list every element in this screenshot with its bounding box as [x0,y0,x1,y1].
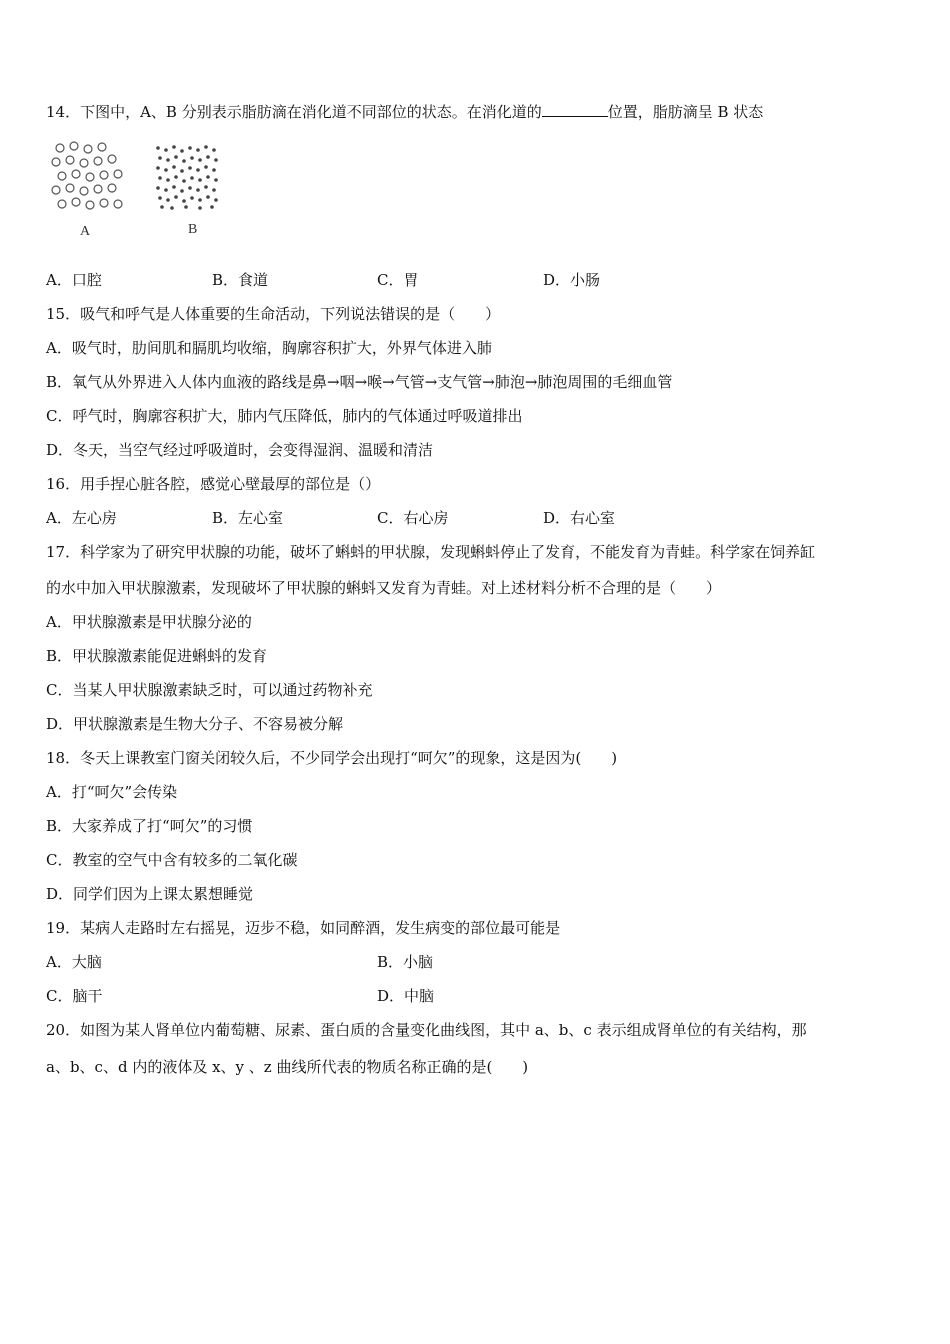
fat-droplet-diagram [50,138,230,218]
q16-option-a: A．左心房 [46,509,117,527]
q15-option-b: B．氧气从外界进入人体内血液的路线是鼻→咽→喉→气管→支气管→肺泡→肺泡周围的毛细血管 [46,373,673,391]
q15-option-c: C．呼气时，胸廓容积扩大，肺内气压降低，肺内的气体通过呼吸道排出 [46,407,523,425]
q15-option-d: D．冬天，当空气经过呼吸道时，会变得湿润、温暖和清洁 [46,441,434,459]
q16-option-c: C．右心房 [377,509,449,527]
q18-option-b: B．大家养成了打“呵欠”的习惯 [46,817,253,835]
q20-stem-line1: 20．如图为某人肾单位内葡萄糖、尿素、蛋白质的含量变化曲线图，其中 a、b、c 表示组成肾单位的有关结构，那 [46,1021,807,1039]
q18-option-d: D．同学们因为上课太累想睡觉 [46,885,254,903]
q19-option-c: C．脑干 [46,987,103,1005]
q16-option-b: B．左心室 [212,509,284,527]
q14-blank [542,102,608,117]
q17-stem-line2: 的水中加入甲状腺激素，发现破坏了甲状腺的蝌蚪又发育为青蛙。对上述材料分析不合理的是（ ） [46,579,722,597]
figure-label-a: A [80,224,91,239]
q19-option-b: B．小脑 [377,953,434,971]
q19-option-a: A．大脑 [46,953,102,971]
q19-stem: 19．某病人走路时左右摇晃，迈步不稳，如同醉酒，发生病变的部位最可能是 [46,919,561,937]
q14-stem-after: 位置，脂肪滴呈 B 状态 [607,103,764,121]
q14-option-b: B．食道 [212,271,269,289]
q18-option-a: A．打“呵欠”会传染 [46,783,178,801]
q16-stem: 16．用手捏心脏各腔，感觉心壁最厚的部位是（） [46,475,381,493]
q18-stem: 18．冬天上课教室门窗关闭较久后，不少同学会出现打“呵欠”的现象，这是因为( ) [46,749,618,767]
q17-option-a: A．甲状腺激素是甲状腺分泌的 [46,613,252,631]
q17-option-c: C．当某人甲状腺激素缺乏时，可以通过药物补充 [46,681,373,699]
q14-stem [46,102,763,122]
q19-option-d: D．中脑 [377,987,435,1005]
q18-option-c: C．教室的空气中含有较多的二氧化碳 [46,851,298,869]
q16-option-d: D．右心室 [543,509,616,527]
q17-stem-line1: 17．科学家为了研究甲状腺的功能，破坏了蝌蚪的甲状腺，发现蝌蚪停止了发育，不能发育为青蛙。科学家在饲养缸 [46,543,816,561]
q14-stem-before: 14．下图中，A、B 分别表示脂肪滴在消化道不同部位的状态。在消化道的 [46,103,542,121]
q14-option-d: D．小肠 [543,271,601,289]
q20-stem-line2: a、b、c、d 内的液体及 x、y 、z 曲线所代表的物质名称正确的是( ) [46,1058,529,1076]
q17-option-b: B．甲状腺激素能促进蝌蚪的发育 [46,647,268,665]
panel-a-large-droplets [52,142,122,209]
q15-option-a: A．吸气时，肋间肌和膈肌均收缩，胸廓容积扩大，外界气体进入肺 [46,339,492,357]
figure-label-b: B [188,222,198,237]
q14-option-a: A．口腔 [46,271,102,289]
panel-b-small-droplets [156,145,218,210]
q15-stem: 15．吸气和呼气是人体重要的生命活动，下列说法错误的是（ ） [46,305,501,323]
fat-droplet-figure [50,138,230,248]
q14-option-c: C．胃 [377,271,419,289]
q17-option-d: D．甲状腺激素是生物大分子、不容易被分解 [46,715,344,733]
